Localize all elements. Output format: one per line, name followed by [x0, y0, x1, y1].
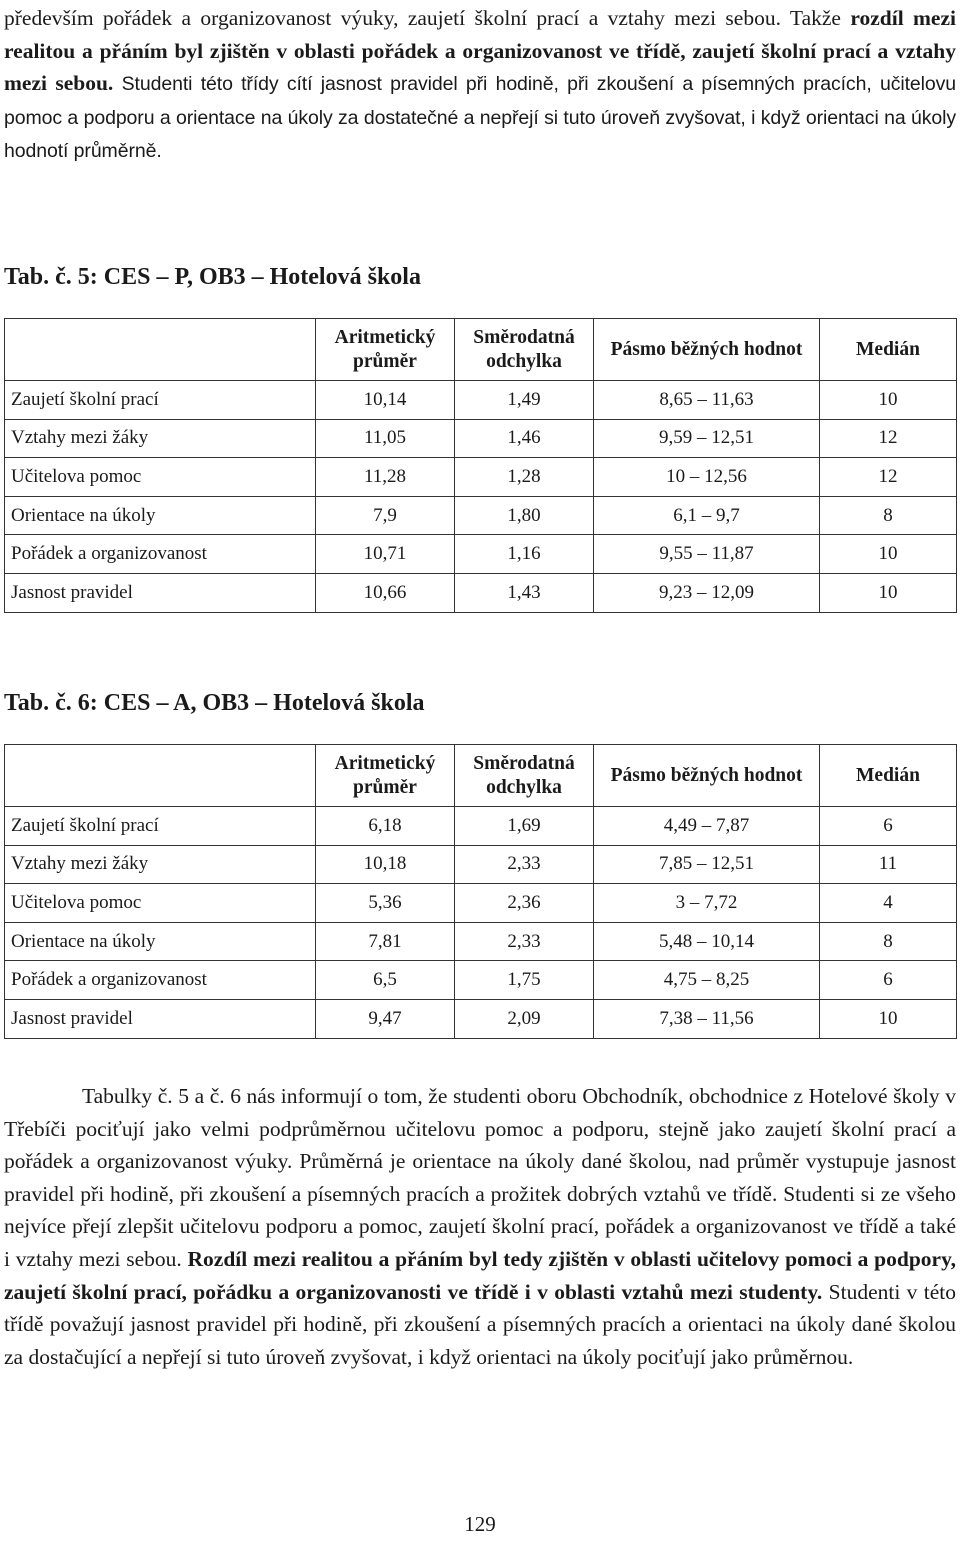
value-cell: 10 – 12,56 — [594, 458, 820, 497]
value-cell: 12 — [820, 419, 957, 458]
table-row — [5, 845, 957, 884]
value-cell: 10,66 — [316, 573, 455, 612]
value-cell: 11,05 — [316, 419, 455, 458]
value-cell: 2,33 — [455, 845, 594, 884]
value-cell: 1,69 — [455, 807, 594, 846]
value-cell: 6,5 — [316, 961, 455, 1000]
value-cell: 5,48 – 10,14 — [594, 922, 820, 961]
row-label-cell: Orientace na úkoly — [5, 922, 316, 961]
row-label-cell: Pořádek a organizovanost — [5, 961, 316, 1000]
value-cell: 1,49 — [455, 381, 594, 420]
table-5-caption: Tab. č. 5: CES – P, OB3 – Hotelová škola — [4, 264, 421, 290]
value-cell: 1,80 — [455, 496, 594, 535]
header-cell-empty — [5, 745, 316, 807]
value-cell: 6,18 — [316, 807, 455, 846]
value-cell: 8 — [820, 496, 957, 535]
value-cell: 10 — [820, 381, 957, 420]
value-cell: 6,1 – 9,7 — [594, 496, 820, 535]
header-cell: Pásmo běžných hodnot — [594, 745, 820, 807]
value-cell: 4,75 – 8,25 — [594, 961, 820, 1000]
table-header-row — [5, 319, 957, 381]
intro-text-3: Studenti této třídy cítí jasnost pravidel při hodině, při zkoušení a písemných pracích, učitelovu pomoc a podporu a orientace na úkoly za dostatečné a nepřejí si tuto úroveň zvyšovat, i když orientaci na úkoly hodnotí průměrně. — [4, 73, 957, 163]
value-cell: 4 — [820, 884, 957, 923]
value-cell: 10 — [820, 999, 957, 1038]
outro-text-1: Tabulky č. 5 a č. 6 nás informují o tom, že studenti oboru Obchodník, obchodnice z Hotelové školy v Třebíči pociťují jako velmi podprůměrnou učitelovu pomoc a podporu, stejně jako zaujetí školní prací a pořádek a organizovanost výuky. Průměrná je orientace na úkoly dané školou, nad průměr vystupuje jasnost pravidel při hodině, při zkoušení a písemných pracích a prožitek dobrých vztahů ve třídě. Studenti si ze všeho nejvíce přejí zlepšit učitelovu podporu a pomoc, zaujetí školní prací, pořádek a organizovanost ve třídě a také i vztahy mezi sebou. — [4, 1084, 956, 1271]
table-row — [5, 419, 957, 458]
header-cell: Medián — [820, 745, 957, 807]
value-cell: 5,36 — [316, 884, 455, 923]
outro-paragraph — [4, 1080, 956, 1373]
row-label-cell: Jasnost pravidel — [5, 573, 316, 612]
row-label-cell: Vztahy mezi žáky — [5, 845, 316, 884]
header-cell: Aritmetický průměr — [316, 745, 455, 807]
value-cell: 10,71 — [316, 535, 455, 574]
value-cell: 12 — [820, 458, 957, 497]
table-6 — [4, 744, 957, 1039]
value-cell: 2,09 — [455, 999, 594, 1038]
value-cell: 1,75 — [455, 961, 594, 1000]
value-cell: 11,28 — [316, 458, 455, 497]
value-cell: 2,33 — [455, 922, 594, 961]
value-cell: 2,36 — [455, 884, 594, 923]
value-cell: 1,43 — [455, 573, 594, 612]
row-label-cell: Vztahy mezi žáky — [5, 419, 316, 458]
value-cell: 9,59 – 12,51 — [594, 419, 820, 458]
value-cell: 10,18 — [316, 845, 455, 884]
row-label-cell: Pořádek a organizovanost — [5, 535, 316, 574]
page-number: 129 — [464, 1512, 496, 1536]
value-cell: 9,55 – 11,87 — [594, 535, 820, 574]
header-cell-empty — [5, 319, 316, 381]
value-cell: 3 – 7,72 — [594, 884, 820, 923]
row-label-cell: Orientace na úkoly — [5, 496, 316, 535]
value-cell: 6 — [820, 807, 957, 846]
table-row — [5, 922, 957, 961]
table-row — [5, 535, 957, 574]
value-cell: 9,23 – 12,09 — [594, 573, 820, 612]
header-cell: Aritmetický průměr — [316, 319, 455, 381]
outro-text-bold: Rozdíl mezi realitou a přáním byl tedy zjištěn v oblasti učitelovy pomoci a podpory, zaujetí školní prací, pořádku a organizovanosti ve třídě i v oblasti vztahů mezi studenty. — [4, 1246, 957, 1304]
value-cell: 8,65 – 11,63 — [594, 381, 820, 420]
table-row — [5, 884, 957, 923]
value-cell: 8 — [820, 922, 957, 961]
row-label-cell: Jasnost pravidel — [5, 999, 316, 1038]
table-row — [5, 807, 957, 846]
value-cell: 4,49 – 7,87 — [594, 807, 820, 846]
value-cell: 1,16 — [455, 535, 594, 574]
row-label-cell: Učitelova pomoc — [5, 884, 316, 923]
table-row — [5, 961, 957, 1000]
value-cell: 7,85 – 12,51 — [594, 845, 820, 884]
value-cell: 7,38 – 11,56 — [594, 999, 820, 1038]
row-label-cell: Zaujetí školní prací — [5, 807, 316, 846]
table-row — [5, 458, 957, 497]
table-row — [5, 999, 957, 1038]
table-5 — [4, 318, 957, 613]
value-cell: 10 — [820, 535, 957, 574]
header-cell: Směrodatná odchylka — [455, 745, 594, 807]
table-row — [5, 381, 957, 420]
header-cell: Pásmo běžných hodnot — [594, 319, 820, 381]
header-cell: Směrodatná odchylka — [455, 319, 594, 381]
value-cell: 7,81 — [316, 922, 455, 961]
value-cell: 1,28 — [455, 458, 594, 497]
table-row — [5, 573, 957, 612]
intro-paragraph — [4, 2, 956, 168]
row-label-cell: Učitelova pomoc — [5, 458, 316, 497]
table-header-row — [5, 745, 957, 807]
outro-text-3: Studenti v této třídě považují jasnost pravidel při hodině, při zkoušení a písemných pracích a orientaci na úkoly dané školou za dostačující a nepřejí si tuto úroveň zvyšovat, i když orientaci na úkoly pociťují jako průměrnou. — [4, 1279, 956, 1369]
table-row — [5, 496, 957, 535]
header-cell: Medián — [820, 319, 957, 381]
intro-text-bold: rozdíl mezi realitou a přáním byl zjištěn v oblasti pořádek a organizovanost ve třídě, zaujetí školní prací a vztahy mezi sebou. — [4, 6, 956, 96]
value-cell: 7,9 — [316, 496, 455, 535]
value-cell: 9,47 — [316, 999, 455, 1038]
value-cell: 1,46 — [455, 419, 594, 458]
table-6-caption: Tab. č. 6: CES – A, OB3 – Hotelová škola — [4, 690, 425, 716]
value-cell: 6 — [820, 961, 957, 1000]
value-cell: 11 — [820, 845, 957, 884]
value-cell: 10,14 — [316, 381, 455, 420]
intro-text-1: především pořádek a organizovanost výuky, zaujetí školní prací a vztahy mezi sebou. Takže — [4, 6, 841, 30]
row-label-cell: Zaujetí školní prací — [5, 381, 316, 420]
value-cell: 10 — [820, 573, 957, 612]
